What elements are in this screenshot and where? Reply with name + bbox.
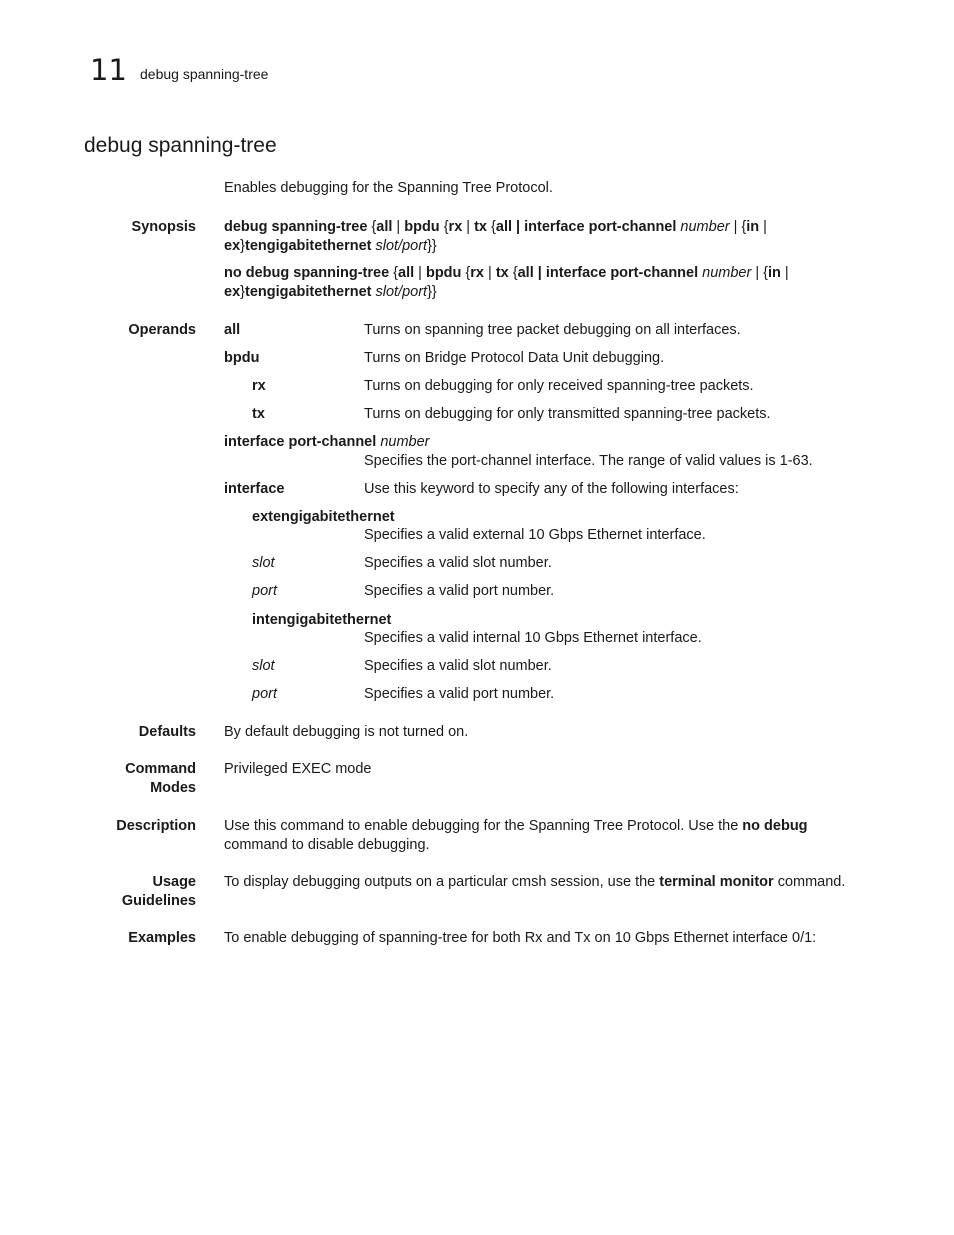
syn2-p1: { (389, 265, 399, 281)
syn2-all2: all | interface port-channel (517, 265, 699, 281)
syn2-rx: rx (470, 265, 484, 281)
operand-portchannel-keyword: interface port-channel (224, 434, 377, 450)
intro-text: Enables debugging for the Spanning Tree Protocol. (224, 180, 553, 196)
syn2-p7: | { (751, 265, 768, 281)
defaults-text: By default debugging is not turned on. (224, 724, 469, 740)
usage-text-b: command. (773, 874, 846, 890)
command-modes-label-line1: Command (125, 761, 196, 777)
command-modes-label (125, 760, 196, 798)
syn2-p4: | (484, 265, 496, 281)
operand-ext-port-term: port (252, 583, 277, 599)
usage-guidelines-label (122, 873, 196, 911)
syn2-p11: }} (427, 284, 437, 300)
operand-ext-port-desc: Specifies a valid port number. (364, 583, 555, 599)
description-label: Description (116, 818, 196, 834)
operand-portchannel-arg: number (380, 434, 430, 450)
syn2-p5: { (508, 265, 518, 281)
syn1-rx: rx (448, 219, 463, 235)
usage-keyword: terminal monitor (659, 874, 774, 890)
operand-int-port-term: port (252, 686, 277, 702)
syn1-p11: }} (427, 238, 437, 254)
description-text (224, 817, 824, 855)
syn2-in: in (768, 265, 781, 281)
syn1-in: in (746, 219, 760, 235)
usage-text-a: To display debugging outputs on a particular cmsh session, use the (224, 874, 660, 890)
command-modes-text: Privileged EXEC mode (224, 761, 372, 777)
syn1-p7: | { (729, 219, 747, 235)
operand-portchannel-desc: Specifies the port-channel interface. The range of valid values is 1-63. (364, 453, 813, 469)
operand-ext-desc: Specifies a valid external 10 Gbps Ethernet interface. (364, 527, 706, 543)
examples-label: Examples (128, 930, 196, 946)
syn1-all2: all | interface port-channel (495, 219, 677, 235)
syn2-bpdu: bpdu (425, 265, 462, 281)
syn1-p4: | (462, 219, 475, 235)
syn1-slotport: slot/port (375, 238, 428, 254)
syn2-teng: tengigabitethernet (244, 284, 372, 300)
operand-int-port-desc: Specifies a valid port number. (364, 686, 555, 702)
chapter-running-title: debug spanning-tree (140, 66, 269, 82)
syn1-bpdu: bpdu (404, 219, 440, 235)
syn1-number: number (680, 219, 730, 235)
syn1-p5: { (487, 219, 496, 235)
usage-label-line1: Usage (152, 874, 196, 890)
usage-guidelines-text (224, 873, 924, 892)
page-title: debug spanning-tree (84, 134, 277, 157)
operand-ext-slot-desc: Specifies a valid slot number. (364, 555, 552, 571)
syn1-p2: | (392, 219, 405, 235)
syn1-all: all (376, 219, 393, 235)
usage-label-line2: Guidelines (121, 893, 196, 909)
syn1-p3: { (439, 219, 449, 235)
syn2-number: number (702, 265, 752, 281)
examples-text: To enable debugging of spanning-tree for both Rx and Tx on 10 Gbps Ethernet interface 0/1: (224, 930, 817, 946)
syn2-all: all (398, 265, 415, 281)
syn1-p9: } (240, 238, 245, 254)
operands-label: Operands (128, 322, 196, 338)
operand-int-slot-desc: Specifies a valid slot number. (364, 658, 552, 674)
operand-int-slot-term: slot (252, 658, 275, 674)
operand-interface-term: interface (224, 481, 285, 497)
syn1-cmd: debug spanning-tree (224, 219, 368, 235)
operand-portchannel-term (224, 433, 429, 452)
operand-ext-slot-term: slot (252, 555, 275, 571)
operand-all-desc: Turns on spanning tree packet debugging on all interfaces. (364, 322, 741, 338)
syn2-slotport: slot/port (375, 284, 428, 300)
operand-bpdu-term: bpdu (224, 350, 260, 366)
operand-all-term: all (224, 322, 241, 338)
operand-tx-term: tx (252, 406, 265, 422)
description-text-b: command to disable debugging. (224, 837, 430, 853)
description-keyword: no debug (742, 818, 808, 834)
syn2-p9: } (240, 284, 245, 300)
defaults-label: Defaults (138, 724, 196, 740)
operand-rx-desc: Turns on debugging for only received spanning-tree packets. (364, 378, 754, 394)
syn1-teng: tengigabitethernet (244, 238, 372, 254)
operand-int-term: intengigabitethernet (252, 612, 392, 628)
chapter-number: 11 (90, 53, 127, 87)
syn2-p8: | (780, 265, 789, 281)
syn1-tx: tx (474, 219, 487, 235)
synopsis-line-1 (224, 218, 784, 256)
operand-rx-term: rx (252, 378, 266, 394)
description-text-a: Use this command to enable debugging for the Spanning Tree Protocol. Use the (224, 818, 743, 834)
operand-tx-desc: Turns on debugging for only transmitted spanning-tree packets. (364, 406, 771, 422)
syn1-p8: | (759, 219, 767, 235)
syn2-cmd: no debug spanning-tree (224, 265, 390, 281)
syn2-p2: | (414, 265, 426, 281)
syn1-p1: { (367, 219, 377, 235)
command-modes-label-line2: Modes (150, 780, 196, 796)
synopsis-label: Synopsis (131, 219, 196, 235)
syn2-ex: ex (224, 284, 241, 300)
operand-interface-desc: Use this keyword to specify any of the following interfaces: (364, 481, 739, 497)
operand-ext-term: extengigabitethernet (252, 509, 395, 525)
syn2-tx: tx (495, 265, 509, 281)
syn1-ex: ex (224, 238, 241, 254)
operand-int-desc: Specifies a valid internal 10 Gbps Ethernet interface. (364, 630, 702, 646)
operand-bpdu-desc: Turns on Bridge Protocol Data Unit debugging. (364, 350, 665, 366)
synopsis-line-2 (224, 264, 804, 302)
syn2-p3: { (461, 265, 471, 281)
